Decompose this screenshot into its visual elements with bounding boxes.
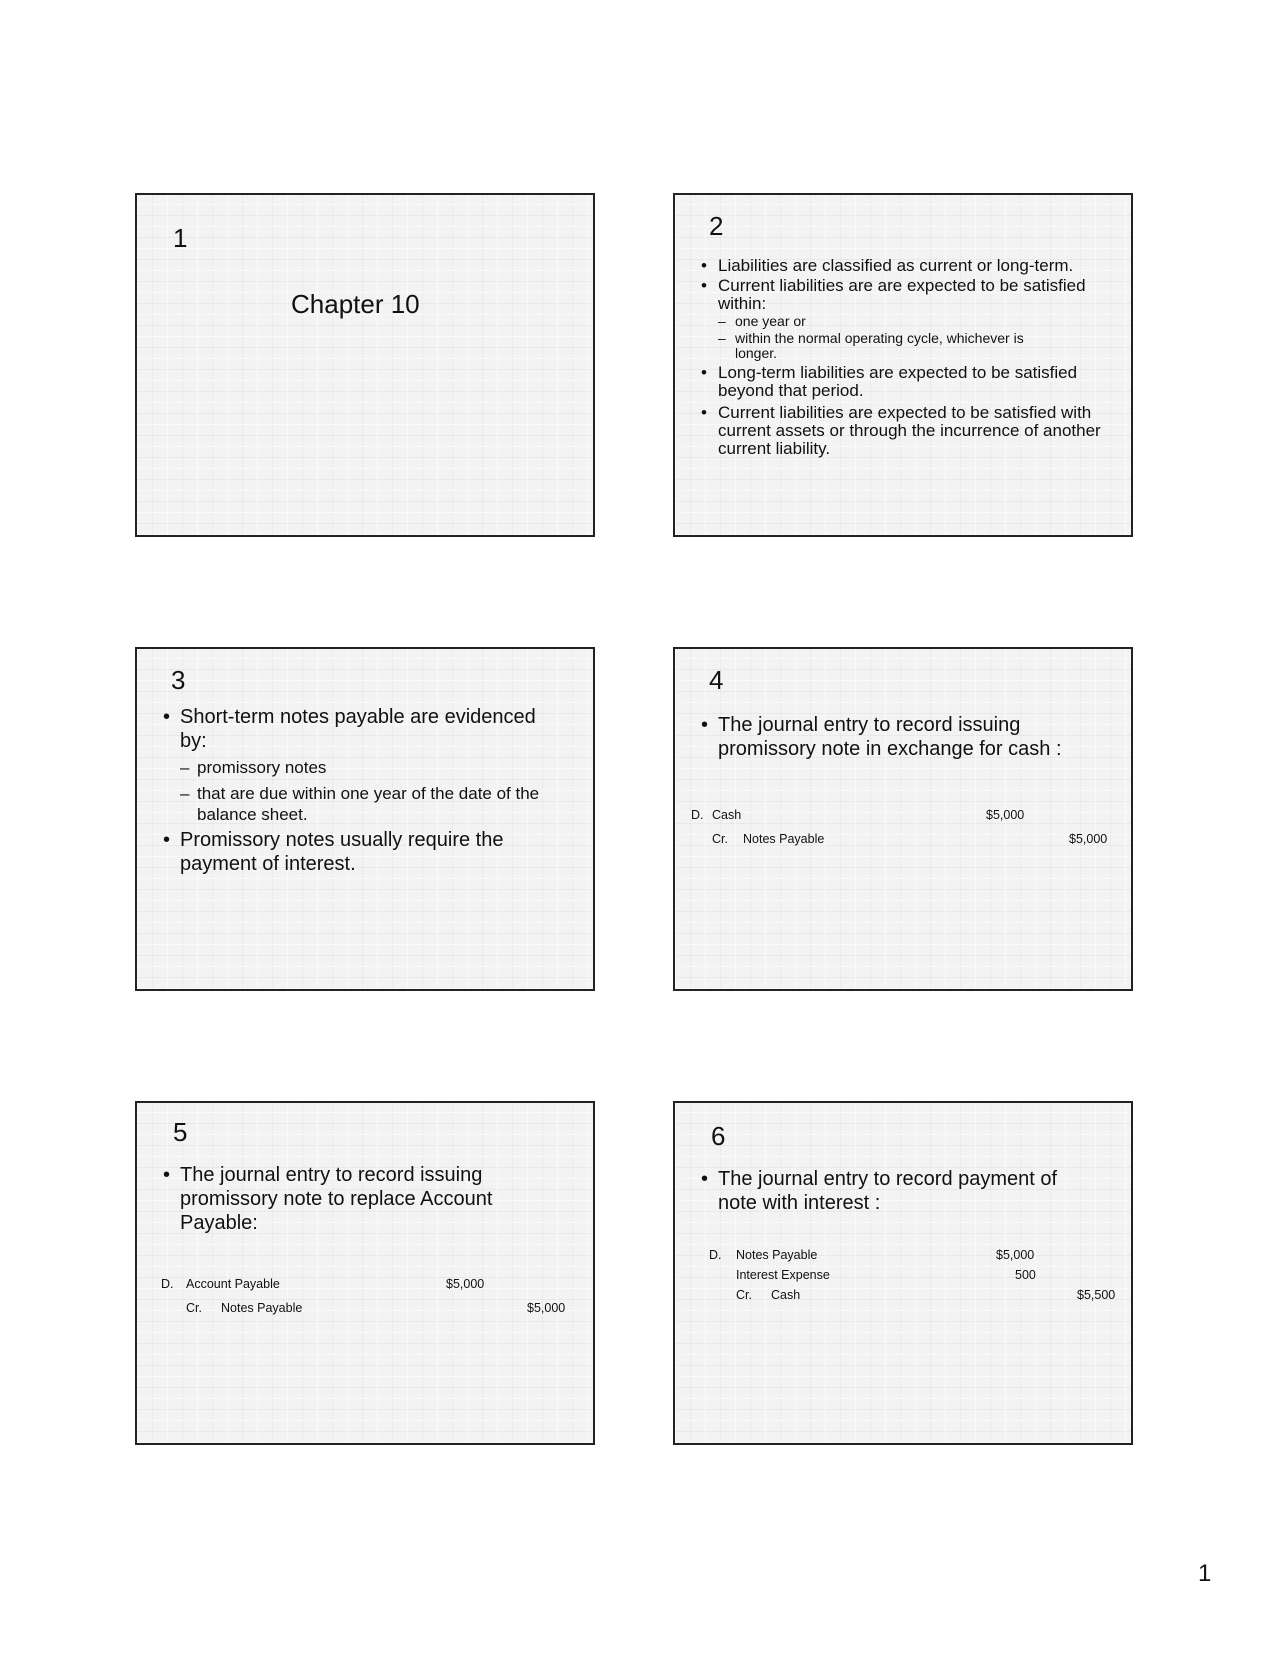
entry-debit2-amount: 500 (1015, 1268, 1036, 1282)
slide-6 (673, 1101, 1133, 1445)
entry-debit-account: Account Payable (186, 1277, 280, 1291)
bullet-list (701, 257, 1111, 458)
bullet-item: • Promissory notes usually require the payment of interest. (163, 828, 563, 876)
entry-debit-account: Notes Payable (736, 1248, 818, 1262)
entry-credit-account: Notes Payable (221, 1301, 303, 1315)
entry-debit-amount: $5,000 (996, 1248, 1035, 1262)
bullet-text: Short-term notes payable are evidenced by: (180, 706, 536, 752)
slide-4 (673, 647, 1133, 991)
entry-credit-amount: $5,000 (527, 1301, 566, 1315)
slide-number: 5 (173, 1117, 188, 1147)
entry-credit-label: Cr. (712, 832, 728, 846)
entry-debit2-account: Interest Expense (736, 1268, 830, 1282)
entry-credit-account: Cash (771, 1288, 801, 1302)
sub-item: – within the normal operating cycle, whichever is longer. (718, 331, 1055, 361)
entry-debit-label: D. (691, 808, 704, 822)
slide-title: Chapter 10 (291, 289, 420, 319)
bullet-list (163, 705, 563, 876)
entry-credit-label: Cr. (736, 1288, 752, 1302)
sub-list (718, 314, 1111, 361)
slide-number: 6 (711, 1121, 726, 1151)
bullet-item: • The journal entry to record issuing promissory note to replace Account Payable: (163, 1163, 523, 1235)
sub-item: – one year or (718, 314, 1111, 329)
entry-credit-label: Cr. (186, 1301, 202, 1315)
entry-debit-account: Cash (712, 808, 742, 822)
slide-number: 1 (173, 223, 188, 253)
entry-debit-label: D. (161, 1277, 174, 1291)
bullet-list (701, 1167, 1081, 1215)
sub-list (180, 757, 563, 825)
slide-1 (135, 193, 595, 537)
bullet-item: • The journal entry to record payment of note with interest : (701, 1167, 1081, 1215)
bullet-item (163, 705, 563, 825)
slide-number: 4 (709, 665, 724, 695)
bullet-list (701, 713, 1081, 761)
entry-credit-amount: $5,000 (1069, 832, 1108, 846)
sub-item: – promissory notes (180, 757, 563, 778)
bullet-text: Current liabilities are are expected to be satisfied within: (718, 276, 1086, 313)
page-number: 1 (1198, 1560, 1212, 1587)
slide-2 (673, 193, 1133, 537)
bullet-item: • Current liabilities are expected to be satisfied with current assets or through the incurrence of another current liability. (701, 404, 1111, 458)
entry-debit-amount: $5,000 (986, 808, 1025, 822)
bullet-item: • Long-term liabilities are expected to be satisfied beyond that period. (701, 364, 1111, 400)
bullet-item: • The journal entry to record issuing promissory note in exchange for cash : (701, 713, 1081, 761)
entry-debit-label: D. (709, 1248, 722, 1262)
entry-debit-amount: $5,000 (446, 1277, 485, 1291)
bullet-item: • Liabilities are classified as current or long-term. (701, 257, 1111, 275)
entry-credit-account: Notes Payable (743, 832, 825, 846)
bullet-list (163, 1163, 523, 1235)
slide-3 (135, 647, 595, 991)
bullet-item (701, 277, 1111, 361)
sub-item: – that are due within one year of the date of the balance sheet. (180, 783, 563, 825)
slide-number: 3 (171, 665, 186, 695)
slide-5 (135, 1101, 595, 1445)
entry-credit-amount: $5,500 (1077, 1288, 1116, 1302)
slide-number: 2 (709, 211, 724, 241)
